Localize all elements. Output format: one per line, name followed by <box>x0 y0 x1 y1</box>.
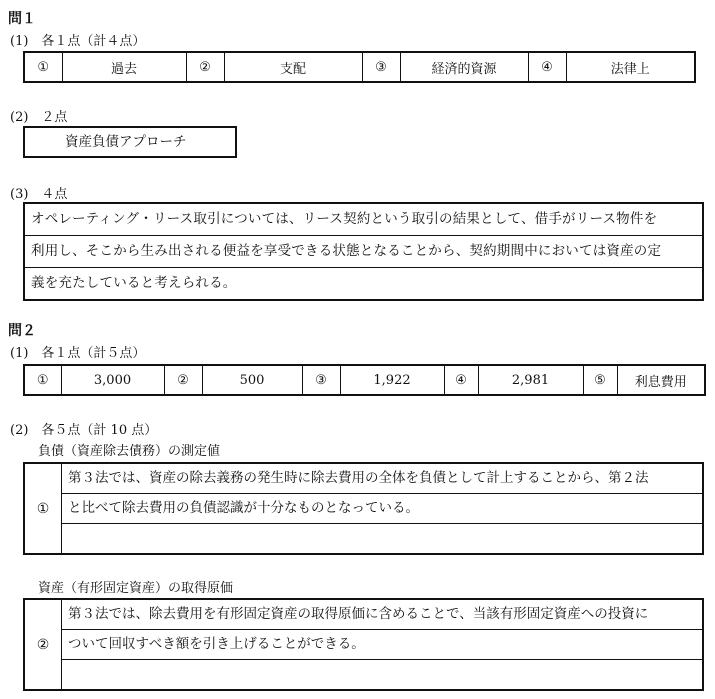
q2-part2-box2-line-3 <box>62 660 702 689</box>
q1-part1-cell-num-4: ④ <box>528 52 566 82</box>
q1-part1-cell-answer-1: 過去 <box>62 52 186 82</box>
q2-part1-cell-answer-2: 500 <box>202 365 302 395</box>
q2-part1-cell-num-4: ④ <box>444 365 478 395</box>
q2-part2-label: (2) 各５点（計 10 点） <box>10 423 158 438</box>
q1-part1-cell-num-2: ② <box>186 52 224 82</box>
q2-part2-box1-heading: 負債（資産除去債務）の測定値 <box>38 444 221 459</box>
q2-part1-cell-num-1: ① <box>24 365 61 395</box>
q2-part2-box1 <box>23 462 704 555</box>
q1-part1-label: (1) 各１点（計４点） <box>10 34 146 49</box>
q1-part3-line-3: 義を充たしていると考えられる。 <box>31 275 237 291</box>
q2-part2-box2-line-2: ついて回収すべき額を引き上げることができる。 <box>62 630 702 660</box>
q1-part3-answer-box <box>23 202 704 301</box>
q1-part1-cell-num-3: ③ <box>362 52 400 82</box>
q1-part1-answer-table <box>23 51 696 83</box>
q1-part1-cell-num-1: ① <box>24 52 62 82</box>
q1-part1-cell-answer-3: 経済的資源 <box>400 52 528 82</box>
q2-part2-box1-line-3 <box>62 524 702 553</box>
q1-part3-label: (3) ４点 <box>10 187 68 202</box>
q1-part3-line-2: 利用し、そこから生み出される便益を享受できる状態となることから、契約期間中においては資産の定 <box>25 236 702 268</box>
q2-part1-label: (1) 各１点（計５点） <box>10 346 146 361</box>
q2-part1-cell-num-3: ③ <box>302 365 340 395</box>
q2-part1-answer-table <box>23 364 706 396</box>
q1-part2-answer-box <box>23 126 237 158</box>
q2-part2-box1-num: ① <box>25 464 62 553</box>
q1-part3-line-1: オペレーティング・リース取引については、リース契約という取引の結果として、借手がリース物件を <box>25 204 702 236</box>
q2-part1-cell-num-5: ⑤ <box>583 365 617 395</box>
q2-title: 問２ <box>8 323 36 339</box>
q2-part2-box2-heading: 資産（有形固定資産）の取得原価 <box>38 581 234 596</box>
q2-part1-cell-answer-5: 利息費用 <box>617 365 705 395</box>
q1-part1-cell-answer-2: 支配 <box>224 52 362 82</box>
q2-part1-cell-answer-4: 2,981 <box>478 365 583 395</box>
q1-part2-label: (2) ２点 <box>10 110 68 125</box>
q1-part1-cell-answer-4: 法律上 <box>566 52 695 82</box>
q1-part2-answer: 資産負債アプローチ <box>65 134 187 150</box>
q1-title: 問１ <box>8 11 36 27</box>
q2-part2-box1-line-1: 第３法では、資産の除去義務の発生時に除去費用の全体を負債として計上することから、第２法 <box>62 464 702 494</box>
q2-part2-box1-line-2: と比べて除去費用の負債認識が十分なものとなっている。 <box>62 494 702 524</box>
q2-part2-box2-line-1: 第３法では、除去費用を有形固定資産の取得原価に含めることで、当該有形固定資産への投資に <box>62 600 702 630</box>
q2-part2-box2 <box>23 598 704 691</box>
q2-part1-cell-num-2: ② <box>164 365 202 395</box>
q2-part1-cell-answer-1: 3,000 <box>61 365 164 395</box>
q2-part1-cell-answer-3: 1,922 <box>340 365 444 395</box>
q2-part2-box2-num: ② <box>25 600 62 689</box>
